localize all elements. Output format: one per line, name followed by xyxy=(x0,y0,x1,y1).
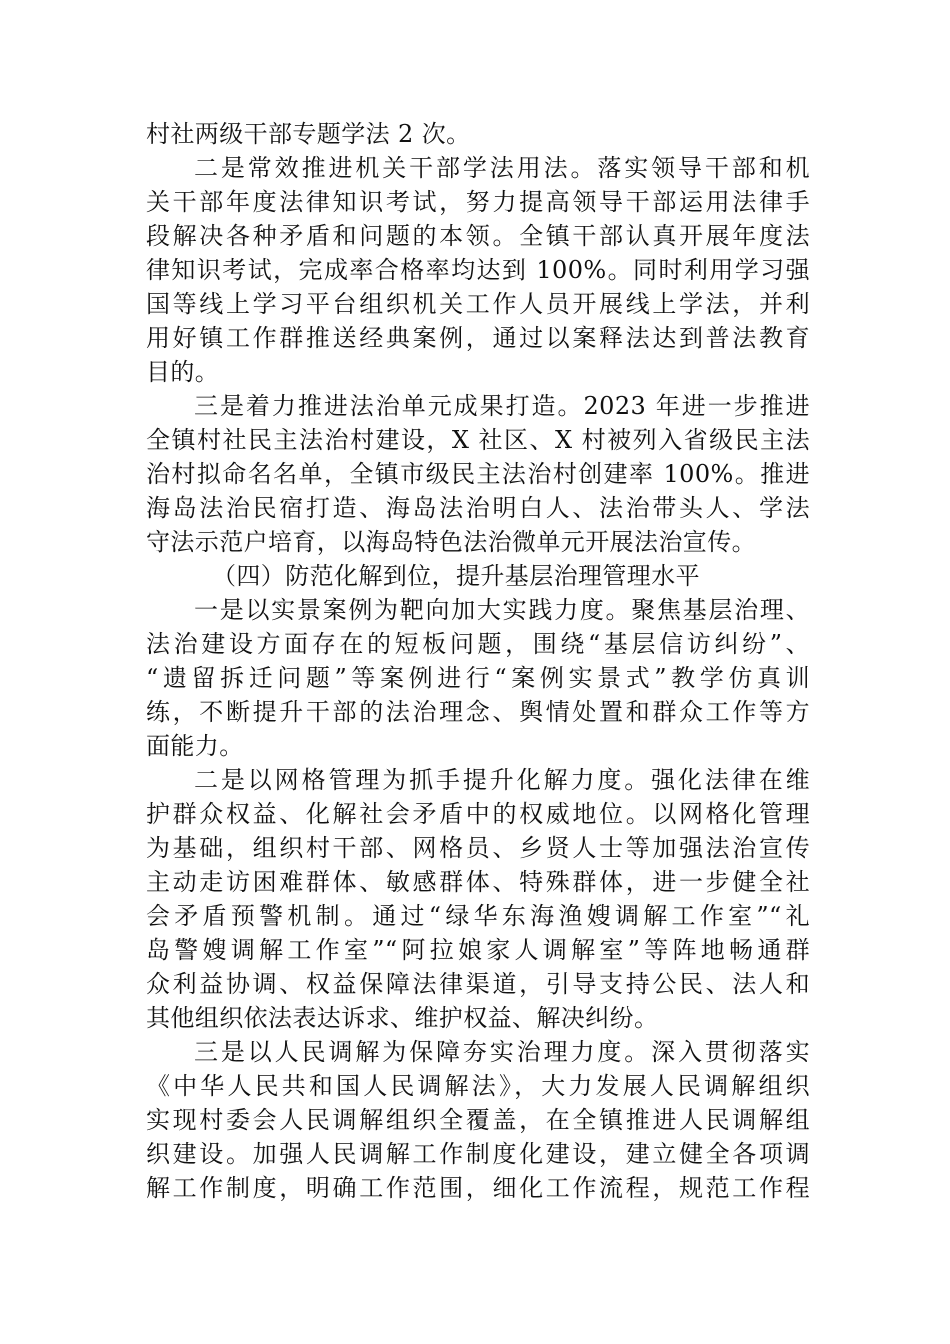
text-line: 主动走访困难群体、敏感群体、特殊群体，进一步健全社 xyxy=(146,868,810,896)
text-line: 段解决各种矛盾和问题的本领。全镇干部认真开展年度法 xyxy=(146,222,810,250)
text-line: 一是以实景案例为靶向加大实践力度。聚焦基层治理、 xyxy=(194,596,810,624)
text-line: 三是着力推进法治单元成果打造。2023 年进一步推进 xyxy=(194,392,810,420)
text-line: 三是以人民调解为保障夯实治理力度。深入贯彻落实 xyxy=(194,1038,810,1066)
text-line: 村社两级干部专题学法 2 次。 xyxy=(146,120,471,148)
text-line: 解工作制度，明确工作范围，细化工作流程，规范工作程 xyxy=(146,1174,810,1202)
text-line: “遗留拆迁问题”等案例进行“案例实景式”教学仿真训 xyxy=(146,664,810,692)
text-line: 其他组织依法表达诉求、维护权益、解决纠纷。 xyxy=(146,1004,659,1032)
text-line: 护群众权益、化解社会矛盾中的权威地位。以网格化管理 xyxy=(146,800,810,828)
text-line: 治村拟命名名单，全镇市级民主法治村创建率 100%。推进 xyxy=(146,460,810,488)
text-line: 守法示范户培育，以海岛特色法治微单元开展法治宣传。 xyxy=(146,528,756,556)
text-line: 海岛法治民宿打造、海岛法治明白人、法治带头人、学法 xyxy=(146,494,810,522)
text-line: 二是以网格管理为抓手提升化解力度。强化法律在维 xyxy=(194,766,810,794)
text-line: 《中华人民共和国人民调解法》，大力发展人民调解组织 xyxy=(146,1072,810,1100)
text-line: 律知识考试，完成率合格率均达到 100%。同时利用学习强 xyxy=(146,256,810,284)
document-page xyxy=(146,117,810,1205)
text-line: 面能力。 xyxy=(146,732,244,760)
text-line: 为基础，组织村干部、网格员、乡贤人士等加强法治宣传 xyxy=(146,834,810,862)
text-line: 练，不断提升干部的法治理念、舆情处置和群众工作等方 xyxy=(146,698,810,726)
text-line: 国等线上学习平台组织机关工作人员开展线上学法，并利 xyxy=(146,290,810,318)
text-line: 织建设。加强人民调解工作制度化建设，建立健全各项调 xyxy=(146,1140,810,1168)
text-line: 二是常效推进机关干部学法用法。落实领导干部和机 xyxy=(194,154,810,182)
document-body xyxy=(146,117,810,1205)
text-line: 目的。 xyxy=(146,358,220,386)
text-line: 关干部年度法律知识考试，努力提高领导干部运用法律手 xyxy=(146,188,810,216)
text-line: 用好镇工作群推送经典案例，通过以案释法达到普法教育 xyxy=(146,324,810,352)
text-line: 众利益协调、权益保障法律渠道，引导支持公民、法人和 xyxy=(146,970,810,998)
text-line: 实现村委会人民调解组织全覆盖，在全镇推进人民调解组 xyxy=(146,1106,810,1134)
text-line: 岛警嫂调解工作室”“阿拉娘家人调解室”等阵地畅通群 xyxy=(146,936,810,964)
text-line: 全镇村社民主法治村建设，X 社区、X 村被列入省级民主法 xyxy=(146,426,810,454)
section-heading: （四）防范化解到位，提升基层治理管理水平 xyxy=(212,562,700,590)
text-line: 法治建设方面存在的短板问题，围绕“基层信访纠纷”、 xyxy=(146,630,810,658)
text-line: 会矛盾预警机制。通过“绿华东海渔嫂调解工作室”“礼 xyxy=(146,902,810,930)
